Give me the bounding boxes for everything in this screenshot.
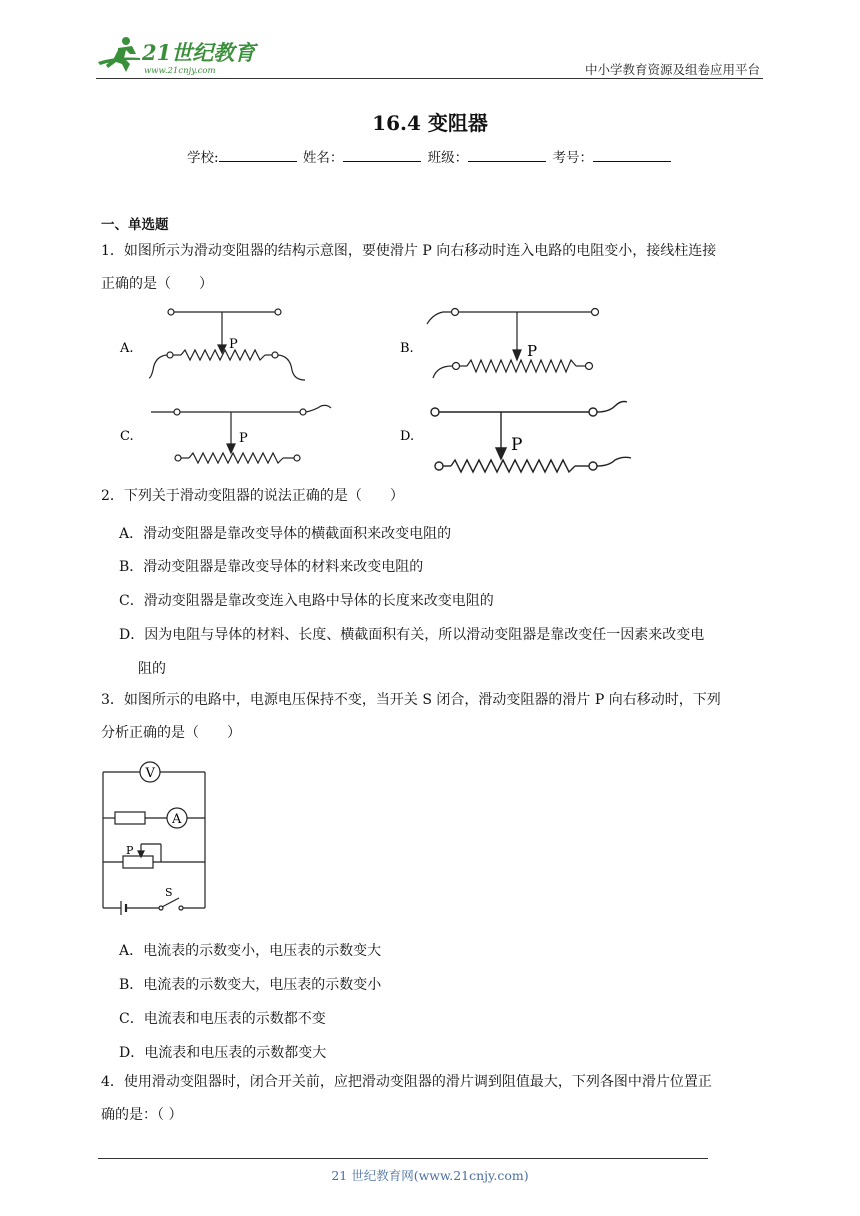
fig-b-label: B. <box>400 341 414 356</box>
rheostat-p-label: P <box>126 844 134 857</box>
section-heading: 一、单选题 <box>101 217 169 233</box>
fixed-resistor <box>115 812 145 824</box>
q2-option-c[interactable]: C．滑动变阻器是靠改变连入电路中导体的长度来改变电阻的 <box>119 593 494 609</box>
school-label: 学校: <box>187 150 219 166</box>
footer-text[interactable]: 21 世纪教育网(www.21cnjy.com) <box>331 1168 529 1183</box>
footer-divider <box>98 1158 708 1159</box>
fig-d-p: P <box>511 435 523 455</box>
fig-a-label: A. <box>120 341 134 356</box>
fig-d-label: D. <box>400 429 415 444</box>
q3-line1: 3．如图所示的电路中，电源电压保持不变，当开关 S 闭合，滑动变阻器的滑片 P 向右移动时，下列 <box>101 692 721 708</box>
q3-option-c[interactable]: C．电流表和电压表的示数都不变 <box>119 1011 326 1027</box>
q2-option-b[interactable]: B．滑动变阻器是靠改变导体的材料来改变电阻的 <box>119 559 424 575</box>
q2-option-d[interactable]: D．因为电阻与导体的材料、长度、横截面积有关，所以滑动变阻器是靠改变任一因素来改变电 <box>119 627 705 643</box>
q3-option-d[interactable]: D．电流表和电压表的示数都变大 <box>119 1045 327 1061</box>
header-divider <box>96 78 763 79</box>
q1-line1: 1．如图所示为滑动变阻器的结构示意图，要使滑片 P 向右移动时连入电路的电阻变小，接线柱连接 <box>101 243 717 259</box>
rheostat <box>123 856 153 868</box>
page-title: 16.4 变阻器 <box>372 111 488 135</box>
fig-b-p: P <box>527 342 538 360</box>
fig-a-rheostat <box>149 309 305 380</box>
q4-line1: 4．使用滑动变阻器时，闭合开关前，应把滑动变阻器的滑片调到阻值最大，下列各图中滑片位置正 <box>101 1074 712 1090</box>
question-3-stem <box>101 684 761 750</box>
school-blank[interactable] <box>219 147 297 162</box>
question-1-stem <box>101 235 761 301</box>
svg-text:V: V <box>145 766 155 781</box>
question-1-figures <box>115 300 755 480</box>
student-info <box>0 146 860 166</box>
name-blank[interactable] <box>343 147 421 162</box>
class-label: 班级： <box>427 150 469 166</box>
question-4-stem <box>101 1066 761 1132</box>
site-logo <box>96 32 266 78</box>
fig-c-label: C. <box>120 429 134 444</box>
q4-line2: 确的是：（ ） <box>101 1107 183 1123</box>
fig-d-rheostat <box>431 402 631 473</box>
class-blank[interactable] <box>468 147 546 162</box>
q2-option-d-cont: 阻的 <box>138 661 166 677</box>
svg-text:A: A <box>172 812 182 827</box>
fig-c-p: P <box>239 431 248 446</box>
fig-b-rheostat <box>427 309 599 379</box>
exam-no-blank[interactable] <box>593 147 671 162</box>
exam-no-label: 考号： <box>552 150 593 166</box>
fig-a-p: P <box>229 337 238 352</box>
q3-line2: 分析正确的是（ ） <box>101 725 241 741</box>
voltmeter-icon <box>140 762 160 782</box>
q2-option-a[interactable]: A．滑动变阻器是靠改变导体的横截面积来改变电阻的 <box>119 526 452 542</box>
logo-text: 21世纪教育 <box>142 40 256 65</box>
q3-option-a[interactable]: A．电流表的示数变小，电压表的示数变大 <box>119 943 382 959</box>
switch-s-label: S <box>165 886 173 899</box>
switch-blade <box>162 898 179 907</box>
name-label: 姓名： <box>302 150 344 166</box>
question-2-stem: 2．下列关于滑动变阻器的说法正确的是（ ） <box>101 488 404 504</box>
ammeter-icon <box>167 808 187 828</box>
q3-circuit-diagram <box>95 758 215 918</box>
q1-line2: 正确的是（ ） <box>101 276 213 292</box>
logo-url: www.21cnjy.com <box>144 66 216 76</box>
q3-option-b[interactable]: B．电流表的示数变大，电压表的示数变小 <box>119 977 382 993</box>
header-platform-text: 中小学教育资源及组卷应用平台 <box>584 62 760 77</box>
